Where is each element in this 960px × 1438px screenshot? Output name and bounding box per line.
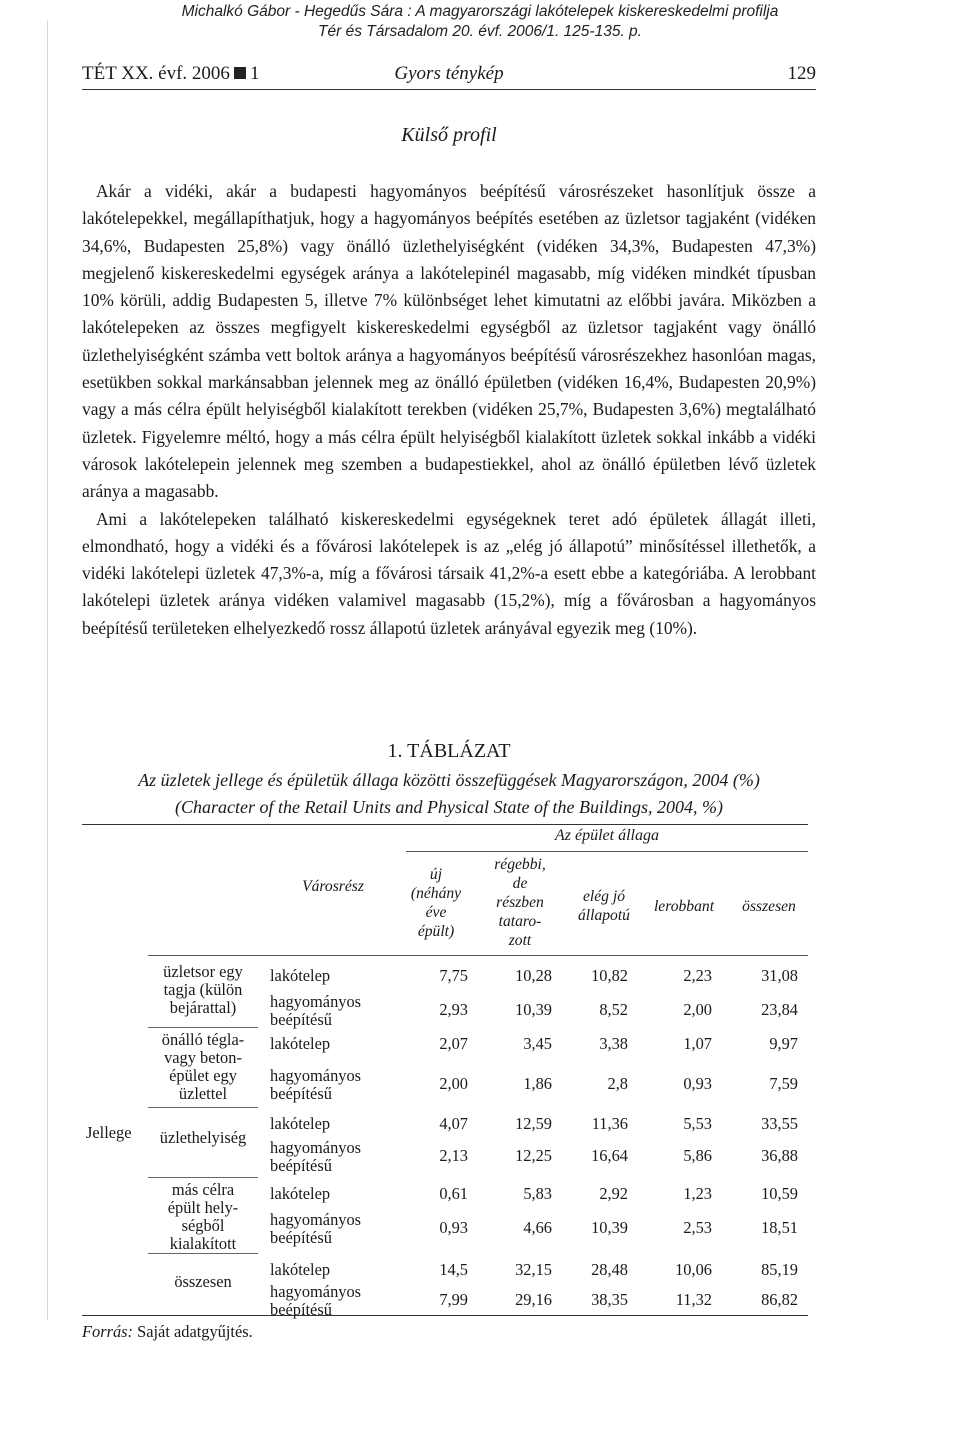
table-cell: 10,59 [761,1184,798,1203]
location-label [270,993,400,1029]
table-cell: 10,28 [515,966,552,985]
table-cell: 86,82 [761,1290,798,1309]
table-cell: 10,39 [591,1218,628,1237]
location-label-line: hagyományos [270,1138,362,1157]
table-cell: 33,55 [761,1114,798,1133]
col-header-eleg-jo-line: állapotú [578,907,630,924]
location-label-line: lakótelep [270,966,331,985]
col-header-eleg-jo-line: elég jó [583,888,625,905]
table-cell: 7,75 [439,966,468,985]
table-cell: 2,93 [439,1000,468,1019]
location-label [270,1283,400,1319]
location-label [270,1115,400,1133]
table-cell: 5,83 [523,1184,552,1203]
section-name: Gyors ténykép [394,63,504,84]
table-cell: 2,13 [439,1146,468,1165]
location-label-line: hagyományos [270,992,362,1011]
paragraph-1: Akár a vidéki, akár a budapesti hagyományos beépítésű városrészeket hasonlítjuk össze a lakótelepekkel, megállapíthatjuk, hogy a hagyományos beépítés esetében az üzletsor tagjaként (vidéken 34,6%, Budapesten 25,8%) vagy önálló üzlethelyiségként (vidéken 34,3%, Budapesten 47,3%) megjelenő kiskereskedelmi egységek aránya a lakótelepinél magasabb, míg vidéken mindkét típusban 10% körüli, addig Budapesten 5, illetve 7% különbséget lehet kimutatni az előbbi javára. Miközben a lakótelepeken az összes megfigyelt kiskereskedelmi egységből az üzletsor tagjaként vagy önálló üzlethelyiségként számba vett boltok aránya a hagyományos beépítésű városrészekhez hasonlóan magas, esetükben sokkal markánsabban jelennek meg az önálló épületben (vidéken 16,4%, Budapesten 20,9%) vagy a más célra épült helyiségből kialakított terekben (vidéken 25,7%, Budapesten 3,6%) megtalálható üzletek. Figyelemre méltó, hogy a más célra épült helyiségből kialakított üzletek sokkal inkább a vidéki városok lakótelepein jelennek meg szemben a budapestiekkel, ahol az önálló épületben lévő üzletek aránya a magasabb. [82,181,816,502]
source-label: Forrás: [82,1322,133,1341]
group-label-line: összesen [174,1272,232,1291]
section-title: Külső profil [401,124,497,146]
table-cell: 3,38 [599,1034,628,1053]
table-cell: 23,84 [761,1000,798,1019]
group-header: Az épület állaga [555,827,659,844]
col-header-uj-line: új [429,866,443,883]
table-cell: 0,93 [683,1074,712,1093]
table-cell: 10,39 [515,1000,552,1019]
group-label [148,1181,258,1253]
table-cell: 4,07 [439,1114,468,1133]
col-header-uj [406,865,466,941]
col-header-uj-line: (néhány [410,885,462,902]
table-cell: 38,35 [591,1290,628,1309]
body-text [82,178,816,642]
table-cell: 8,52 [599,1000,628,1019]
citation-block [0,2,960,42]
table-cell: 2,00 [439,1074,468,1093]
row-header-jellege: Jellege [86,1123,132,1142]
location-label [270,1211,400,1247]
col-header-regebbi-line: zott [508,932,532,949]
table-cell: 85,19 [761,1260,798,1279]
running-header [82,63,816,90]
group-label-line: épült hely- [167,1198,239,1217]
table-cell: 7,99 [439,1290,468,1309]
table-cell: 16,64 [591,1146,628,1165]
table-cell: 10,82 [591,966,628,985]
col-header-osszesen: összesen [742,898,796,915]
table-cell: 10,06 [675,1260,712,1279]
group-rule [148,1027,258,1028]
source-text: Saját adatgyűjtés. [137,1322,253,1341]
citation-line-1: Michalkó Gábor - Hegedűs Sára : A magyarországi lakótelepek kiskereskedelmi profilja [181,3,779,20]
table-cell: 36,88 [761,1146,798,1165]
col-header-regebbi-line: régebbi, [494,856,546,873]
source-note [82,1322,253,1342]
location-label [270,1067,400,1103]
col-header-uj-line: éve [425,904,447,921]
table-cell: 31,08 [761,966,798,985]
col-header-regebbi-line: részben [496,894,544,911]
group-label-line: önálló tégla- [161,1030,245,1049]
table-cell: 11,32 [675,1290,712,1309]
table-cell: 14,5 [439,1260,468,1279]
table-cell: 1,07 [683,1034,712,1053]
table-cell: 28,48 [591,1260,628,1279]
group-label [148,1273,258,1291]
page-number: 129 [787,63,816,84]
group-rule [148,1253,258,1254]
table-cell: 29,16 [515,1290,552,1309]
col-header-regebbi-line: tataro- [498,913,542,930]
table-cell: 2,23 [683,966,712,985]
col-header-uj-line: épült) [417,923,455,940]
table-cell: 4,66 [523,1218,552,1237]
header-rule [148,955,808,956]
location-label-line: hagyományos [270,1210,362,1229]
table-title-hungarian: Az üzletek jellege és épületük állaga közötti összefüggések Magyarországon, 2004 (%) [138,770,760,790]
location-label-line: beépítésű [270,1300,332,1319]
table-cell: 1,23 [683,1184,712,1203]
location-label-line: lakótelep [270,1034,331,1053]
location-label-line: lakótelep [270,1184,331,1203]
table-cell: 11,36 [591,1114,628,1133]
table-cell: 2,53 [683,1218,712,1237]
issue-number: 1 [249,63,260,84]
table-cell: 3,45 [523,1034,552,1053]
group-label [148,1129,258,1147]
data-table [82,824,808,1319]
group-label-line: üzlettel [178,1084,228,1103]
location-label-line: lakótelep [270,1260,331,1279]
group-rule [148,1107,258,1108]
table-cell: 1,86 [523,1074,552,1093]
table-label: 1. TÁBLÁZAT [387,740,511,762]
journal-name: TÉT XX. évf. 2006 [82,63,230,84]
table-cell: 2,8 [607,1074,628,1093]
group-label [148,963,258,1017]
col-header-lerobbant: lerobbant [653,898,715,915]
location-label-line: beépítésű [270,1010,332,1029]
table-cell: 18,51 [761,1218,798,1237]
table-cell: 0,61 [439,1184,468,1203]
group-label-line: más célra [171,1180,235,1199]
table-title-english: (Character of the Retail Units and Physical State of the Buildings, 2004, %) [175,797,723,817]
location-label-line: beépítésű [270,1084,332,1103]
location-label-line: lakótelep [270,1114,331,1133]
table-cell: 12,25 [515,1146,552,1165]
margin-line [47,20,48,1320]
paragraph-2: Ami a lakótelepeken található kiskereskedelmi egységeknek teret adó épületek állagát illeti, elmondható, hogy a vidéki és a fővárosi lakótelepek is az „elég jó állapotú” minősítéssel illethetők, a vidéki lakótelepi üzletek 47,3%-a, míg a fővárosi társaik 41,2%-a esett ebbe a kategóriába. A lerobbant lakótelepi üzletek aránya vidéken valamivel magasabb (15,2%), míg a fővárosban a hagyományos beépítésű területeken elhelyezkedő rossz állapotú üzletek arányával egyezik meg (10%). [82,508,816,638]
location-label [270,1035,400,1053]
location-label [270,1185,400,1203]
table-cell: 2,00 [683,1000,712,1019]
table-cell: 12,59 [515,1114,552,1133]
group-label-line: vagy beton- [164,1048,242,1067]
table-cell: 7,59 [769,1074,798,1093]
location-label [270,1261,400,1279]
group-label-line: ségből [181,1216,225,1235]
citation-line-2: Tér és Társadalom 20. évf. 2006/1. 125-135. p. [318,23,642,40]
location-label-line: beépítésű [270,1228,332,1247]
group-label [148,1031,258,1103]
group-label-line: üzlethelyiség [159,1128,247,1147]
location-label [270,1139,400,1175]
location-label [270,967,400,985]
group-label-line: bejárattal) [169,998,237,1017]
table-cell: 0,93 [439,1218,468,1237]
table-cell: 2,92 [599,1184,628,1203]
table-cell: 9,97 [769,1034,798,1053]
group-label-line: tagja (külön [163,980,243,999]
col-header-eleg-jo [564,887,644,925]
group-header-rule [406,851,808,852]
col-header-regebbi [480,855,560,950]
group-label-line: üzletsor egy [163,962,243,981]
location-label-line: hagyományos [270,1066,362,1085]
group-rule [148,1177,258,1178]
table-cell: 5,86 [683,1146,712,1165]
table-cell: 32,15 [515,1260,552,1279]
col-header-regebbi-line: de [512,875,528,892]
location-label-line: hagyományos [270,1282,362,1301]
col-header-varosresz: Városrész [302,878,364,895]
group-label-line: épület egy [169,1066,237,1085]
location-label-line: beépítésű [270,1156,332,1175]
table-cell: 2,07 [439,1034,468,1053]
table-cell: 5,53 [683,1114,712,1133]
group-label-line: kialakított [169,1234,237,1253]
